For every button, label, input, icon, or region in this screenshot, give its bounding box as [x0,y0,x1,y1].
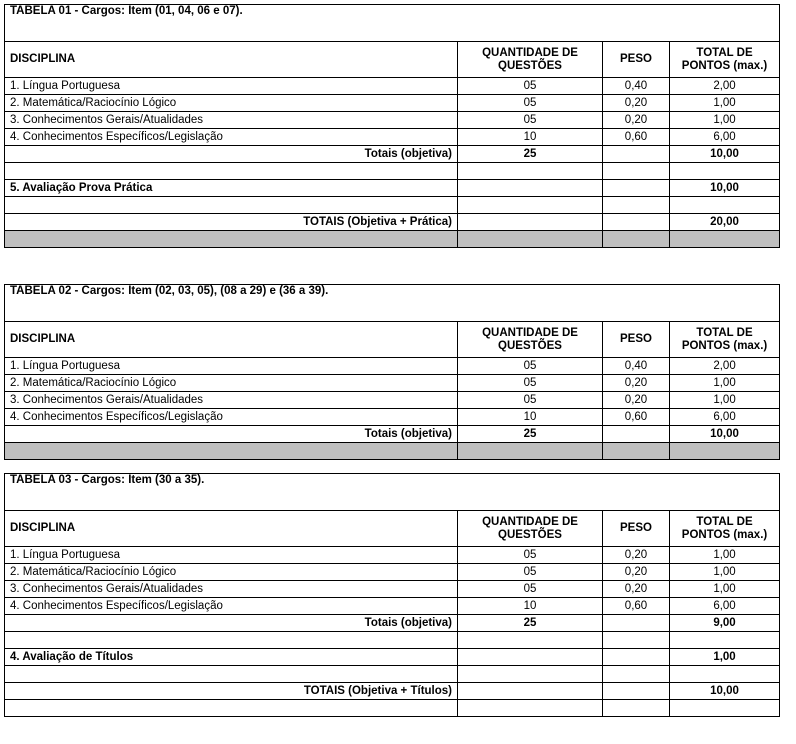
totals-points: 10,00 [670,146,780,163]
cell-peso: 0,60 [603,129,670,146]
cell-pontos: 1,00 [670,112,780,129]
extra-row [5,180,780,197]
cell-disciplina: 2. Matemática/Raciocínio Lógico [5,95,458,112]
totals-label: Totais (objetiva) [5,615,458,632]
extra-label: 4. Avaliação de Títulos [5,649,458,666]
table-title: TABELA 03 - Cargos: Item (30 a 35). [5,474,780,511]
blank-row [5,163,780,180]
cell-pontos: 6,00 [670,598,780,615]
blank-row [5,700,780,717]
cell-disciplina: 3. Conhecimentos Gerais/Atualidades [5,112,458,129]
header-quantidade: QUANTIDADE DE QUESTÕES [458,511,603,547]
cell-peso: 0,20 [603,581,670,598]
blank-row [5,197,780,214]
table-title: TABELA 01 - Cargos: Item (01, 04, 06 e 07). [5,5,780,42]
table-row [5,564,780,581]
totals-row [5,426,780,443]
table-row [5,375,780,392]
cell-questoes: 05 [458,78,603,95]
grand-total-label: TOTAIS (Objetiva + Prática) [5,214,458,231]
extra-label: 5. Avaliação Prova Prática [5,180,458,197]
table-03 [4,473,780,717]
cell-peso: 0,20 [603,564,670,581]
totals-peso-empty [603,426,670,443]
header-quantidade: QUANTIDADE DE QUESTÕES [458,42,603,78]
table-row [5,112,780,129]
header-quantidade: QUANTIDADE DE QUESTÕES [458,322,603,358]
table-row [5,95,780,112]
header-disciplina: DISCIPLINA [5,511,458,547]
cell-questoes: 05 [458,112,603,129]
totals-points: 10,00 [670,426,780,443]
table-01 [4,4,780,248]
grand-total-points: 10,00 [670,683,780,700]
header-disciplina: DISCIPLINA [5,322,458,358]
cell-peso: 0,20 [603,547,670,564]
blank-row [5,632,780,649]
table-row [5,358,780,375]
cell-disciplina: 4. Conhecimentos Específicos/Legislação [5,129,458,146]
extra-row [5,649,780,666]
cell-pontos: 6,00 [670,409,780,426]
grand-total-points: 20,00 [670,214,780,231]
cell-pontos: 1,00 [670,375,780,392]
cell-questoes: 05 [458,95,603,112]
cell-disciplina: 1. Língua Portuguesa [5,78,458,95]
cell-peso: 0,20 [603,95,670,112]
cell-pontos: 1,00 [670,392,780,409]
totals-questions: 25 [458,146,603,163]
cell-pontos: 1,00 [670,581,780,598]
header-peso: PESO [603,42,670,78]
totals-points: 9,00 [670,615,780,632]
cell-disciplina: 2. Matemática/Raciocínio Lógico [5,375,458,392]
table-row [5,129,780,146]
cell-peso: 0,40 [603,358,670,375]
totals-label: Totais (objetiva) [5,426,458,443]
cell-pontos: 1,00 [670,564,780,581]
header-peso: PESO [603,322,670,358]
cell-questoes: 05 [458,375,603,392]
cell-questoes: 05 [458,392,603,409]
totals-peso-empty [603,146,670,163]
cell-disciplina: 4. Conhecimentos Específicos/Legislação [5,598,458,615]
gray-footer-row [5,231,780,248]
totals-row [5,146,780,163]
header-total: TOTAL DE PONTOS (max.) [670,511,780,547]
extra-points: 10,00 [670,180,780,197]
extra-points: 1,00 [670,649,780,666]
header-peso: PESO [603,511,670,547]
cell-disciplina: 2. Matemática/Raciocínio Lógico [5,564,458,581]
header-total: TOTAL DE PONTOS (max.) [670,322,780,358]
table-row [5,409,780,426]
totals-questions: 25 [458,615,603,632]
cell-peso: 0,60 [603,409,670,426]
cell-pontos: 6,00 [670,129,780,146]
cell-questoes: 10 [458,598,603,615]
header-disciplina: DISCIPLINA [5,42,458,78]
cell-disciplina: 1. Língua Portuguesa [5,547,458,564]
cell-questoes: 05 [458,581,603,598]
table-row [5,78,780,95]
totals-peso-empty [603,615,670,632]
cell-disciplina: 3. Conhecimentos Gerais/Atualidades [5,392,458,409]
cell-questoes: 05 [458,547,603,564]
totals-row [5,615,780,632]
cell-disciplina: 1. Língua Portuguesa [5,358,458,375]
cell-peso: 0,20 [603,112,670,129]
cell-pontos: 1,00 [670,95,780,112]
cell-peso: 0,60 [603,598,670,615]
table-row [5,598,780,615]
table-row [5,547,780,564]
cell-questoes: 10 [458,129,603,146]
table-row [5,392,780,409]
cell-questoes: 10 [458,409,603,426]
cell-questoes: 05 [458,358,603,375]
grand-total-label: TOTAIS (Objetiva + Títulos) [5,683,458,700]
cell-pontos: 1,00 [670,547,780,564]
blank-row [5,666,780,683]
table-row [5,581,780,598]
table-02 [4,284,780,460]
header-total: TOTAL DE PONTOS (max.) [670,42,780,78]
cell-pontos: 2,00 [670,78,780,95]
grand-total-row [5,214,780,231]
cell-questoes: 05 [458,564,603,581]
cell-peso: 0,20 [603,392,670,409]
cell-pontos: 2,00 [670,358,780,375]
cell-peso: 0,40 [603,78,670,95]
gray-footer-row [5,443,780,460]
table-title: TABELA 02 - Cargos: Item (02, 03, 05), (08 a 29) e (36 a 39). [5,285,780,322]
grand-total-row [5,683,780,700]
cell-disciplina: 4. Conhecimentos Específicos/Legislação [5,409,458,426]
cell-disciplina: 3. Conhecimentos Gerais/Atualidades [5,581,458,598]
cell-peso: 0,20 [603,375,670,392]
totals-label: Totais (objetiva) [5,146,458,163]
totals-questions: 25 [458,426,603,443]
